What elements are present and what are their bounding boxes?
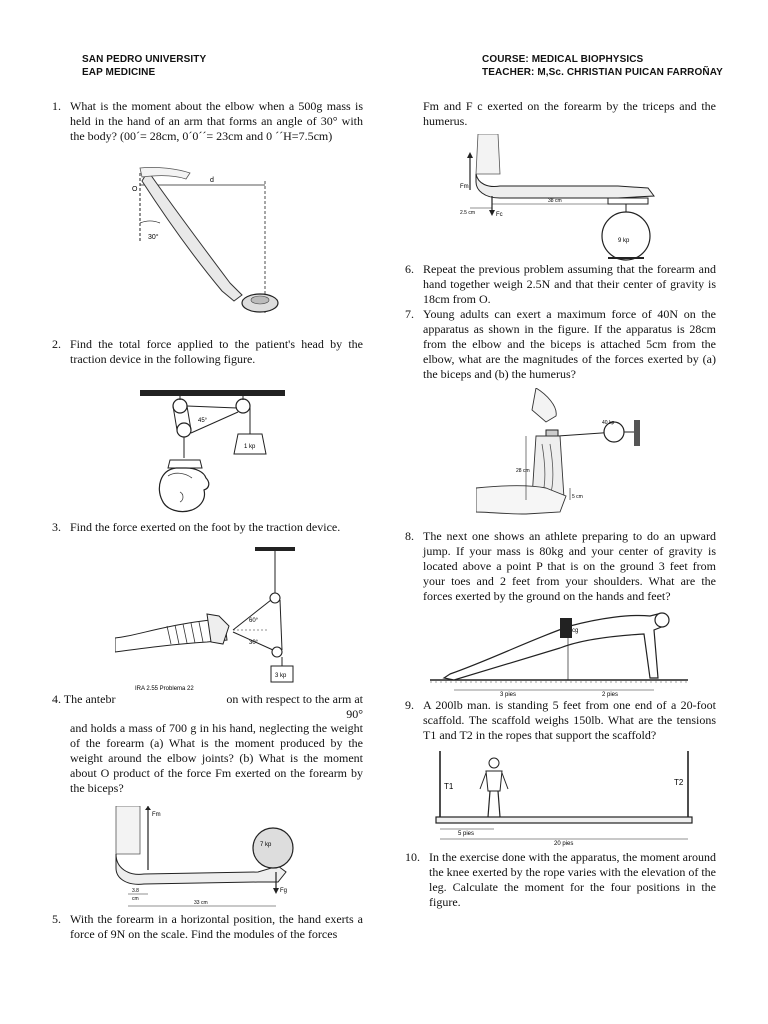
distance-label-1: 3.8 xyxy=(132,888,139,894)
cg-label: cg xyxy=(572,628,579,634)
school-name: EAP MEDICINE xyxy=(82,67,156,78)
question-3 xyxy=(52,520,363,535)
pulley-top xyxy=(270,593,280,603)
athlete-body xyxy=(444,614,667,680)
figure-head-traction xyxy=(140,388,290,516)
question-text: Find the total force applied to the patient's head by the traction device in the following figure. xyxy=(70,337,363,366)
origin-label: O xyxy=(132,186,138,193)
man-torso xyxy=(486,771,502,791)
question-number: 6. xyxy=(405,262,414,276)
distance-label: d xyxy=(210,177,214,184)
question-number: 4. xyxy=(52,692,61,706)
question-text: In the exercise done with the apparatus, the moment around the knee exerted by the rope varies with the elevation of the leg. Calculate the moment for the four positions in the figure. xyxy=(429,850,716,909)
question-number: 10. xyxy=(405,850,420,864)
question-number: 7. xyxy=(405,307,414,321)
question-number: 8. xyxy=(405,529,414,543)
question-7 xyxy=(405,307,716,382)
hand-shape xyxy=(532,388,556,422)
header-left xyxy=(82,53,206,79)
question-2 xyxy=(52,337,363,367)
question-text: Young adults can exert a maximum force of 40N on the apparatus as shown in the figure. If the apparatus is 28cm from the elbow and the biceps is attached 5cm from the elbow, what are the magnitudes of the forces exerted by (a) the biceps and (b) the humerus? xyxy=(423,307,716,381)
distance-label-1: 5 pies xyxy=(458,831,475,837)
question-number: 3. xyxy=(52,520,61,534)
ceiling-bar xyxy=(140,390,285,396)
figure-forearm-scale xyxy=(458,134,668,262)
forearm-shape xyxy=(476,174,654,198)
distance-label-2: 38 cm xyxy=(548,198,562,204)
distance-label-3: 33 cm xyxy=(194,900,208,906)
fm-label: Fm xyxy=(460,184,469,190)
figure-forearm-ball xyxy=(108,806,313,912)
question-8 xyxy=(405,529,716,604)
ceiling-bar xyxy=(255,547,295,551)
fc-label: Fc xyxy=(496,212,503,218)
figure-caption: IRA 2.55 Problema 22 xyxy=(135,686,194,692)
upper-arm-shape xyxy=(116,806,140,854)
distance-label-2: cm xyxy=(132,896,139,902)
head-outline xyxy=(159,468,208,512)
pulley-middle xyxy=(177,423,191,437)
university-name: SAN PEDRO UNIVERSITY xyxy=(82,54,207,65)
figure-biceps-apparatus xyxy=(476,388,648,523)
distance-label-2: 5 cm xyxy=(572,494,583,500)
question-text-middle: on with respect to the arm at 90° xyxy=(226,692,363,721)
athlete-head xyxy=(655,613,669,627)
wall-mount xyxy=(634,420,640,446)
question-4-body xyxy=(70,721,363,796)
scale-dial xyxy=(602,212,650,260)
course-name: COURSE: MEDICAL BIOPHYSICS xyxy=(482,54,644,65)
question-text: Fm and F c exerted on the forearm by the triceps and the humerus. xyxy=(423,99,716,128)
fm-label: Fm xyxy=(152,812,161,818)
question-1 xyxy=(52,99,363,144)
angle-label-1: 60° xyxy=(249,618,259,624)
scaffold-plank xyxy=(436,817,692,823)
distance-label-1: 3 pies xyxy=(500,692,517,698)
athlete-shorts xyxy=(560,618,572,638)
pulley-left xyxy=(173,399,187,413)
question-text: With the forearm in a horizontal position, the hand exerts a force of 9N on the scale. Find the modules of the forces xyxy=(70,912,363,941)
question-number: 1. xyxy=(52,99,61,113)
upper-arm-shape xyxy=(476,134,500,174)
question-4-line1-end xyxy=(212,692,363,722)
force-label: 40 kp xyxy=(602,420,615,426)
figure-pushup-athlete xyxy=(430,604,690,700)
scale-label: 9 kp xyxy=(618,238,630,244)
weight-label: 3 kp xyxy=(275,673,287,679)
question-5-continued xyxy=(423,99,716,129)
figure-foot-traction xyxy=(115,544,305,692)
mass-label: 7 kp xyxy=(260,842,272,848)
question-10 xyxy=(405,850,716,910)
question-text: Repeat the previous problem assuming that the forearm and hand together weigh 2.5N and that their center of gravity is 18cm from O. xyxy=(423,262,716,306)
weight-force-label: Fg xyxy=(280,888,288,894)
teacher-name: TEACHER: M,Sc. CHRISTIAN PUICAN FARROÑAY xyxy=(482,67,723,78)
question-text-start: The antebr xyxy=(63,692,116,706)
weight-label: 1 kp xyxy=(244,444,256,450)
man-head xyxy=(489,758,499,768)
angle-label: 45° xyxy=(198,418,208,424)
pulley-bottom xyxy=(272,647,282,657)
question-text: Find the force exerted on the foot by the traction device. xyxy=(70,520,341,534)
question-number: 5. xyxy=(52,912,61,926)
distance-label-1: 28 cm xyxy=(516,468,530,474)
angle-label-2: 30° xyxy=(249,640,259,646)
angle-label: 30° xyxy=(148,234,159,241)
question-text: What is the moment about the elbow when a 500g mass is held in the hand of an arm that forms an angle of 30° with the body? (00´= 28cm, 0´0´´= 23cm and 0 ´´H=7.5cm) xyxy=(70,99,363,143)
question-5 xyxy=(52,912,363,942)
t1-label: T1 xyxy=(444,782,454,791)
pulley-right xyxy=(236,399,250,413)
ball xyxy=(253,828,293,868)
distance-label-2: 2 pies xyxy=(602,692,619,698)
distance-label-2: 20 pies xyxy=(554,841,574,847)
question-text: and holds a mass of 700 g in his hand, neglecting the weight of the forearm (a) What is the moment produced by the weight around the elbow joints? (b) What is the moment about O product of the force Fm exerted on the forearm by the biceps? xyxy=(70,721,363,795)
question-number: 2. xyxy=(52,337,61,351)
question-9 xyxy=(405,698,716,743)
question-text: The next one shows an athlete preparing to do an upward jump. If your mass is 80kg and your center of gravity is located above a point P that is on the ground 3 feet from your toes and 2 feet from your shoulders. What are the forces exerted by the ground on the hands and feet? xyxy=(423,529,716,603)
figure-arm-angle xyxy=(130,163,285,323)
header-right xyxy=(482,53,723,79)
question-6 xyxy=(405,262,716,307)
figure-scaffold xyxy=(430,747,700,847)
question-text: A 200lb man. is standing 5 feet from one end of a 20-foot scaffold. The scaffold weighs 150lb. What are the tensions T1 and T2 in the ropes that support the scaffold? xyxy=(423,698,716,742)
question-number: 9. xyxy=(405,698,414,712)
distance-label-1: 2.5 cm xyxy=(460,210,476,216)
t2-label: T2 xyxy=(674,778,684,787)
